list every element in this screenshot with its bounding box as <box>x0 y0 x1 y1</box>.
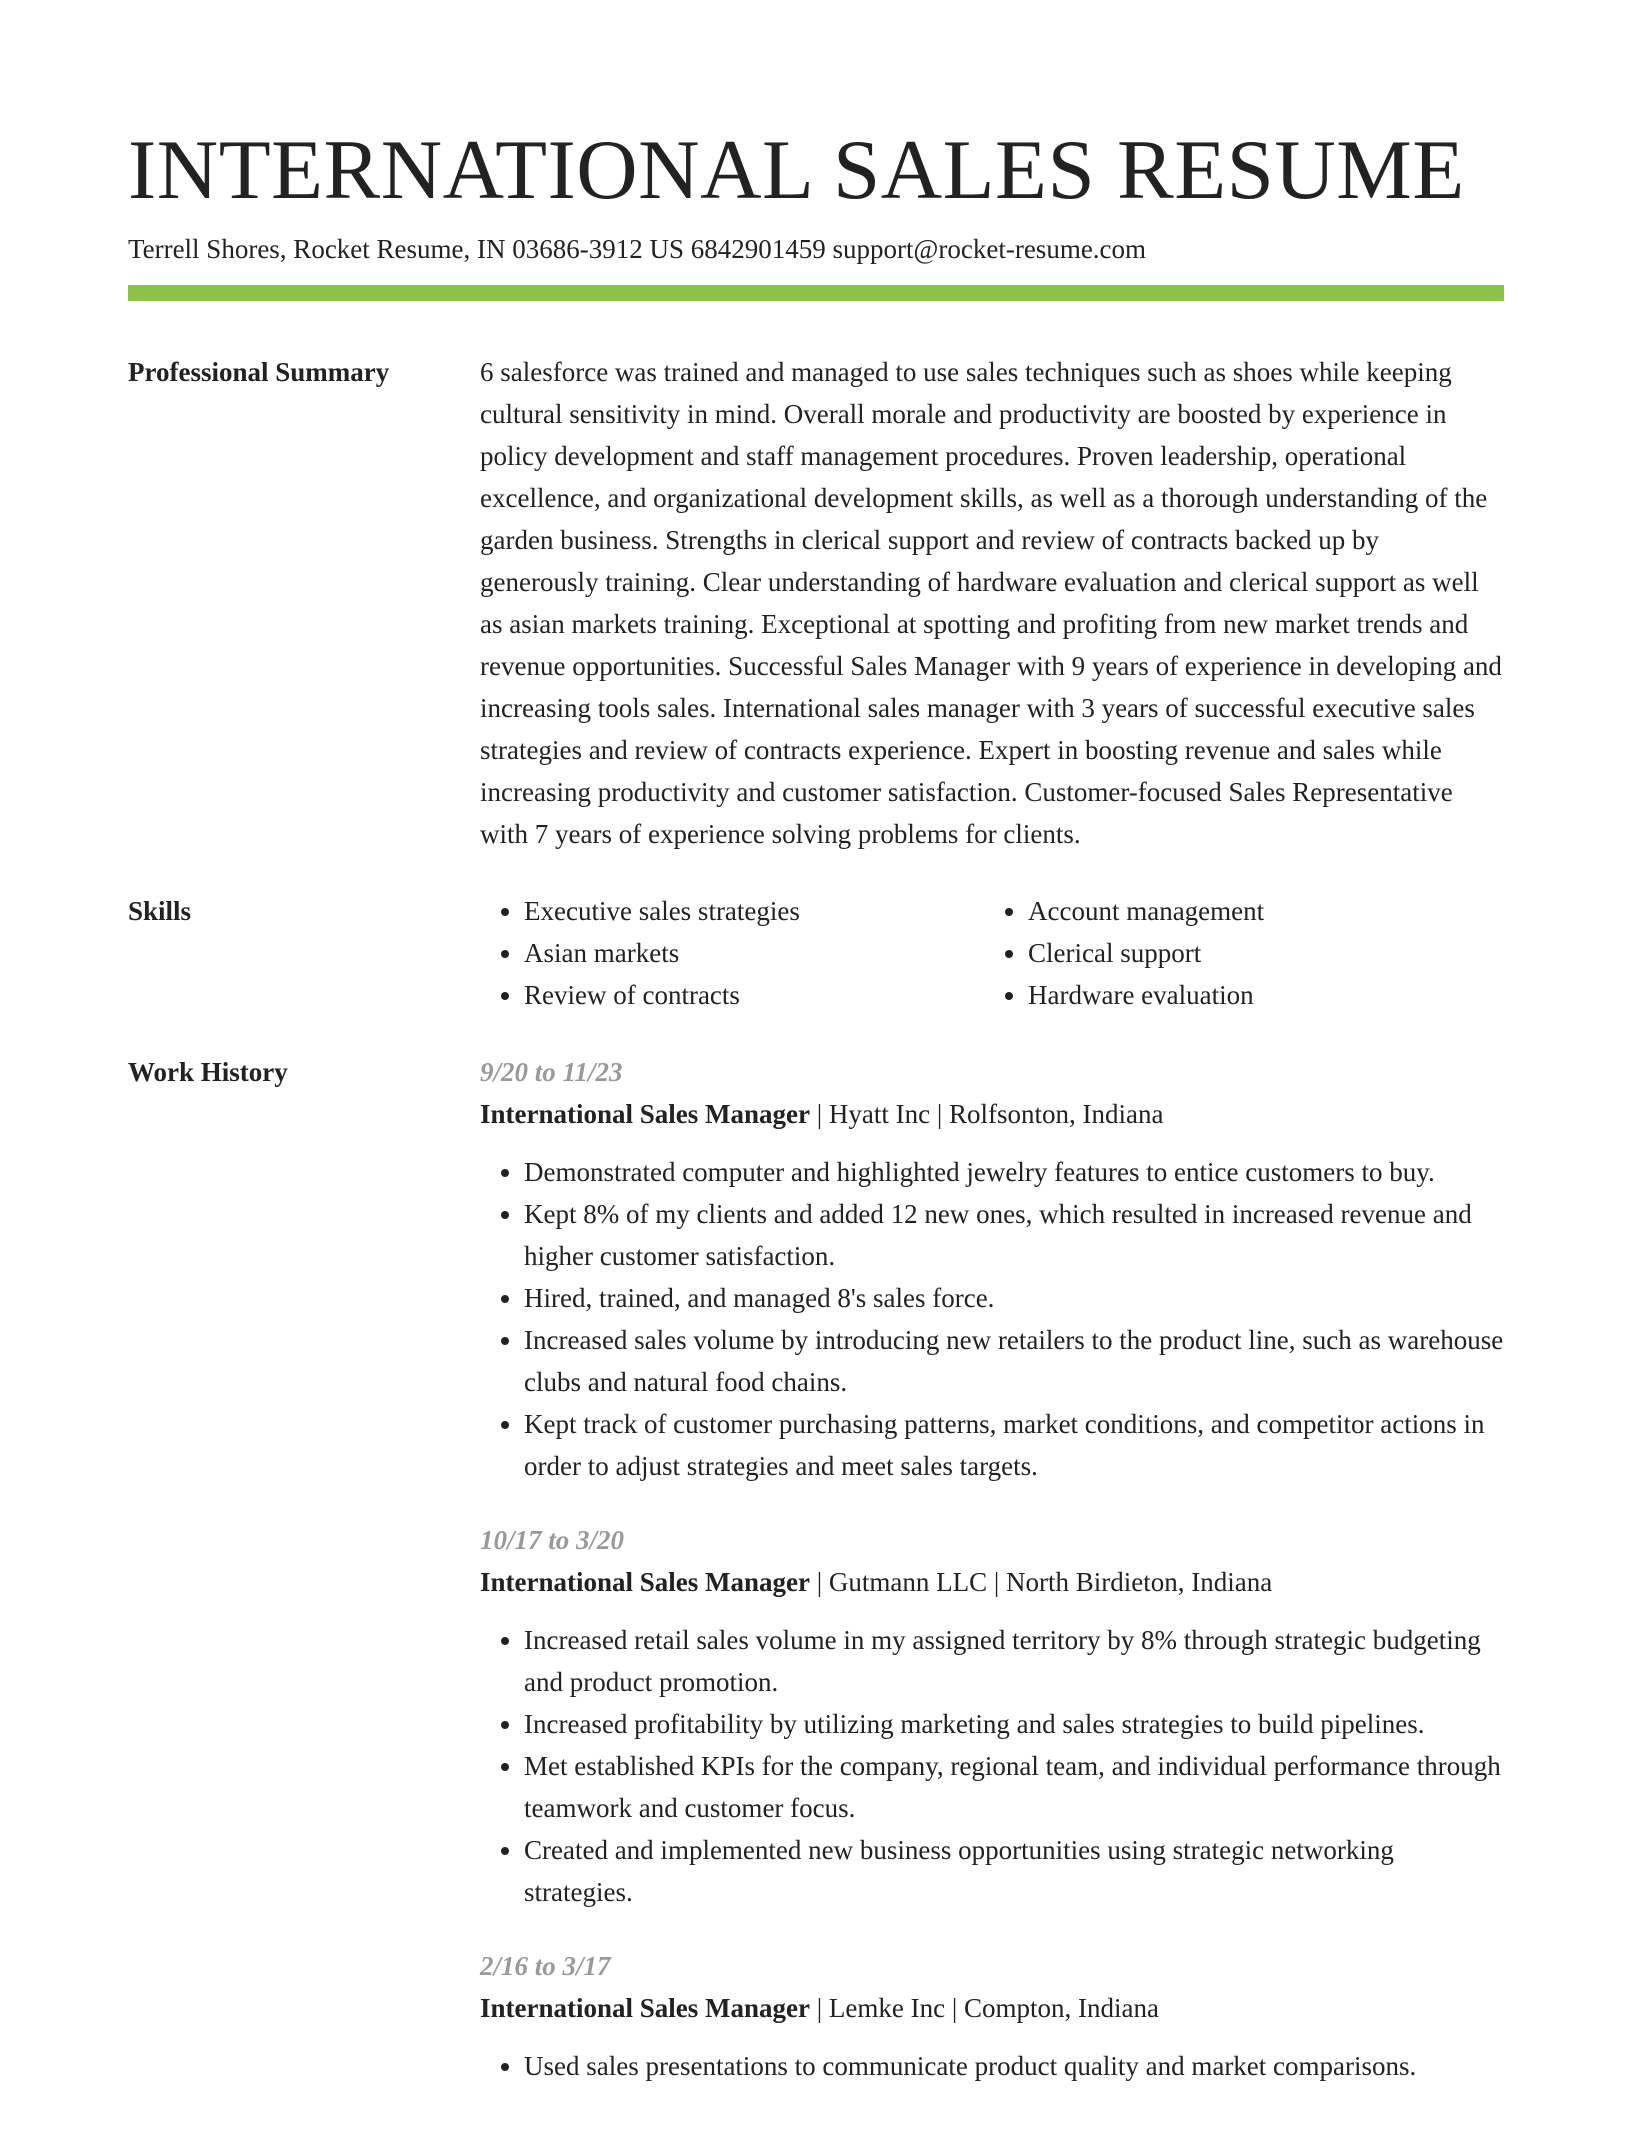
resume-title: INTERNATIONAL SALES RESUME <box>128 123 1465 217</box>
job-bullet: • Hired, trained, and managed 8's sales force. <box>524 1277 1504 1319</box>
job-entry <box>480 1519 1504 1913</box>
job-bullet: • Created and implemented new business opportunities using strategic networking strategies. <box>524 1829 1504 1913</box>
job-bullet: • Increased retail sales volume in my assigned territory by 8% through strategic budgeting and product promotion. <box>524 1619 1504 1703</box>
job-bullet: • Kept 8% of my clients and added 12 new ones, which resulted in increased revenue and higher customer satisfaction. <box>524 1193 1504 1277</box>
job-heading <box>480 1987 1504 2029</box>
skill-item: • Account management <box>1028 890 1488 932</box>
job-bullets <box>480 1151 1504 1487</box>
job-bullet: • Demonstrated computer and highlighted jewelry features to entice customers to buy. <box>524 1151 1504 1193</box>
work-history-section <box>128 1051 1504 2119</box>
job-bullet: • Used sales presentations to communicate product quality and market comparisons. <box>524 2045 1504 2087</box>
skill-item: • Clerical support <box>1028 932 1488 974</box>
job-title: International Sales Manager <box>480 1567 810 1597</box>
section-label-work: Work History <box>128 1057 288 1087</box>
job-heading <box>480 1561 1504 1603</box>
skill-item: • Executive sales strategies <box>524 890 984 932</box>
section-label-skills: Skills <box>128 896 192 926</box>
job-title: International Sales Manager <box>480 1993 810 2023</box>
job-details: | Gutmann LLC | North Birdieton, Indiana <box>810 1567 1273 1597</box>
job-bullet: • Kept track of customer purchasing patterns, market conditions, and competitor actions in order to adjust strategies and meet sales targets. <box>524 1403 1504 1487</box>
skills-column-right <box>984 890 1488 1016</box>
job-details: | Hyatt Inc | Rolfsonton, Indiana <box>810 1099 1164 1129</box>
job-dates: 10/17 to 3/20 <box>480 1525 625 1555</box>
accent-divider <box>128 285 1504 301</box>
job-bullet: • Increased sales volume by introducing new retailers to the product line, such as warehouse clubs and natural food chains. <box>524 1319 1504 1403</box>
job-dates: 2/16 to 3/17 <box>480 1951 611 1981</box>
resume-content <box>128 351 1504 2154</box>
job-bullets <box>480 2045 1504 2087</box>
job-bullets <box>480 1619 1504 1913</box>
skill-item: • Review of contracts <box>524 974 984 1016</box>
job-bullet: • Increased profitability by utilizing marketing and sales strategies to build pipelines. <box>524 1703 1504 1745</box>
skills-column-left <box>480 890 984 1016</box>
job-title: International Sales Manager <box>480 1099 810 1129</box>
professional-summary-section <box>128 351 1504 855</box>
skill-item: • Hardware evaluation <box>1028 974 1488 1016</box>
skills-section <box>128 890 1504 1016</box>
section-label-summary: Professional Summary <box>128 357 390 387</box>
job-heading <box>480 1093 1504 1135</box>
skill-item: • Asian markets <box>524 932 984 974</box>
contact-line: Terrell Shores, Rocket Resume, IN 03686-3912 US 6842901459 support@rocket-resume.com <box>128 234 1147 264</box>
job-entry <box>480 1945 1504 2087</box>
job-dates: 9/20 to 11/23 <box>480 1057 623 1087</box>
summary-text: 6 salesforce was trained and managed to use sales techniques such as shoes while keeping cultural sensitivity in mind. Overall morale and productivity are boosted by experience in policy development and staff management procedures. Proven leadership, operational excellence, and organizational development skills, as well as a thorough understanding of the garden business. Strengths in clerical support and review of contracts backed up by generously training. Clear understanding of hardware evaluation and clerical support as well as asian markets training. Exceptional at spotting and profiting from new market trends and revenue opportunities. Successful Sales Manager with 9 years of experience in developing and increasing tools sales. International sales manager with 3 years of successful executive sales strategies and review of contracts experience. Expert in boosting revenue and sales while increasing productivity and customer satisfaction. Customer-focused Sales Representative with 7 years of experience solving problems for clients. <box>480 357 1502 849</box>
job-details: | Lemke Inc | Compton, Indiana <box>810 1993 1159 2023</box>
job-entry <box>480 1051 1504 1487</box>
job-bullet: • Met established KPIs for the company, regional team, and individual performance through teamwork and customer focus. <box>524 1745 1504 1829</box>
